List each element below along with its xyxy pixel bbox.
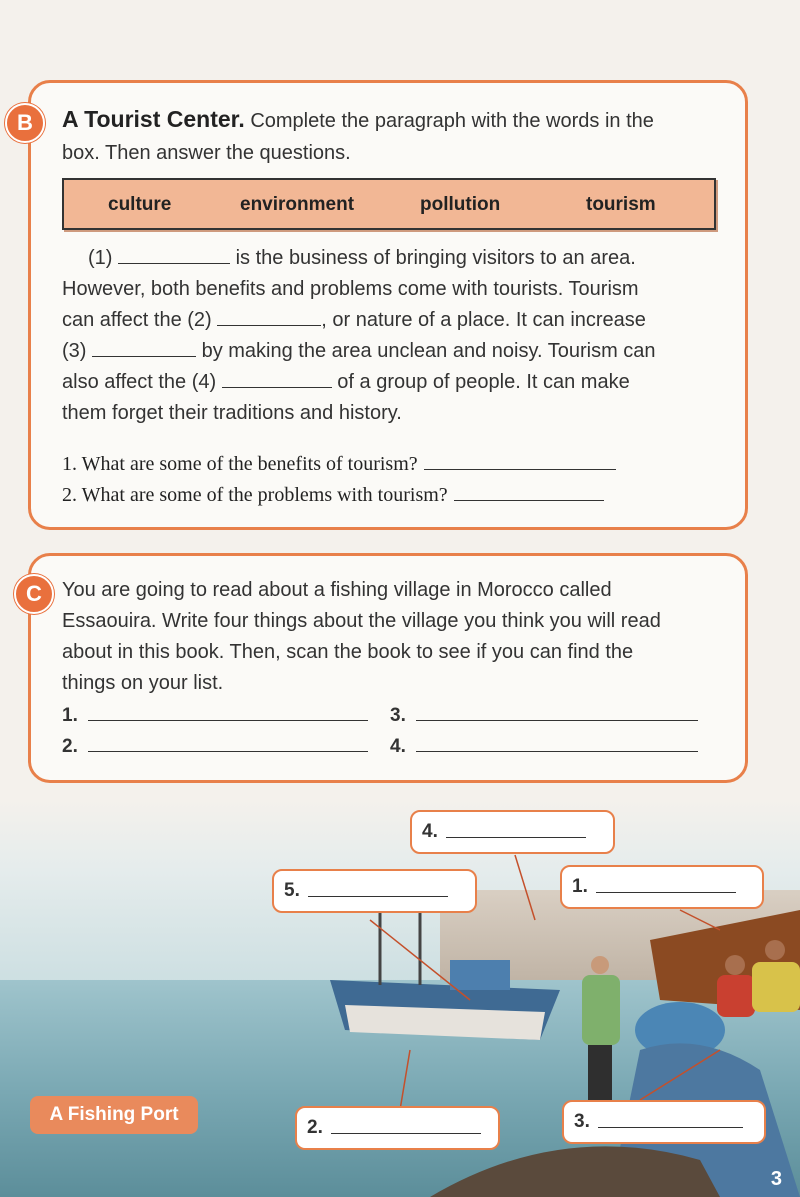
list-item-1 (62, 705, 368, 727)
boat-cabin (450, 960, 510, 990)
list-item-3-line[interactable] (416, 706, 698, 721)
picture-label-2-number: 2. (307, 1117, 323, 1138)
fisherman-3-body (752, 962, 800, 1012)
word-tourism: tourism (586, 194, 656, 215)
blank-3[interactable] (92, 338, 196, 357)
picture-label-4-number: 4. (422, 821, 438, 842)
word-pollution: pollution (420, 194, 501, 215)
tourism-paragraph (62, 243, 734, 429)
paragraph-line-3a: can affect the (2) (62, 309, 212, 331)
word-environment: environment (240, 194, 355, 215)
picture-label-1-number: 1. (572, 876, 588, 897)
list-item-4-number: 4. (390, 736, 406, 757)
list-item-3-number: 3. (390, 705, 406, 726)
list-item-1-number: 1. (62, 705, 78, 726)
section-b-heading (62, 104, 654, 136)
blank-1[interactable] (118, 245, 230, 264)
paragraph-line-3b: , or nature of a place. It can increase (321, 309, 646, 331)
question-1-text: 1. What are some of the benefits of tourism? (62, 453, 418, 475)
list-item-2-line[interactable] (88, 737, 368, 752)
section-c-line-4: things on your list. (62, 672, 224, 694)
question-2-text: 2. What are some of the problems with tourism? (62, 484, 448, 506)
paragraph-line-5a: also affect the (4) (62, 371, 217, 393)
question-2 (62, 484, 604, 507)
section-b-instruction-1: Complete the paragraph with the words in the (250, 110, 654, 132)
section-c-line-2: Essaouira. Write four things about the village you think you will read (62, 610, 661, 632)
picture-label-3-number: 3. (574, 1111, 590, 1132)
picture-label-1-line[interactable] (596, 882, 736, 893)
picture-label-5-number: 5. (284, 880, 300, 901)
fishing-port-caption: A Fishing Port (30, 1096, 198, 1134)
blank-4[interactable] (222, 369, 332, 388)
word-culture: culture (108, 194, 172, 215)
leader-line-1 (680, 910, 720, 930)
question-1-answer-line[interactable] (424, 453, 616, 470)
paragraph-line-2: However, both benefits and problems come with tourists. Tourism (62, 278, 639, 300)
paragraph-line-6: them forget their traditions and history. (62, 402, 402, 424)
list-item-2 (62, 736, 368, 758)
section-b-instruction-2: box. Then answer the questions. (62, 142, 351, 164)
list-item-4 (390, 736, 698, 758)
section-c-badge: C (14, 574, 54, 614)
blank-2[interactable] (217, 307, 321, 326)
section-b-badge: B (5, 103, 45, 143)
question-1 (62, 453, 616, 476)
section-b-title: A Tourist Center. (62, 106, 245, 132)
picture-label-4-line[interactable] (446, 827, 586, 838)
list-item-1-line[interactable] (88, 706, 368, 721)
fisherman-body (582, 975, 620, 1045)
paragraph-line-1b: is the business of bringing visitors to an area. (235, 247, 636, 269)
list-item-4-line[interactable] (416, 737, 698, 752)
picture-label-4 (410, 810, 615, 854)
fisherman-head (591, 956, 609, 974)
question-2-answer-line[interactable] (454, 484, 604, 501)
paragraph-line-4b: by making the area unclean and noisy. Tourism can (201, 340, 656, 362)
leader-line-4 (515, 855, 535, 920)
section-c-line-3: about in this book. Then, scan the book to see if you can find the (62, 641, 634, 663)
picture-label-5-line[interactable] (308, 886, 448, 897)
paragraph-line-1a: (1) (88, 247, 113, 269)
fisherman-2-head (725, 955, 745, 975)
picture-label-2 (295, 1106, 500, 1150)
page-number: 3 (770, 1168, 782, 1190)
fisherman-3-head (765, 940, 785, 960)
picture-label-1 (560, 865, 764, 909)
picture-label-5 (272, 869, 477, 913)
list-item-3 (390, 705, 698, 727)
picture-label-2-line[interactable] (331, 1123, 481, 1134)
paragraph-line-4a: (3) (62, 340, 87, 362)
list-item-2-number: 2. (62, 736, 78, 757)
picture-label-3-line[interactable] (598, 1117, 743, 1128)
leader-line-2 (400, 1050, 410, 1110)
fisherman-legs (588, 1045, 612, 1100)
picture-label-3 (562, 1100, 766, 1144)
fisherman-2-body (717, 975, 755, 1017)
section-c-line-1: You are going to read about a fishing village in Morocco called (62, 579, 612, 601)
paragraph-line-5b: of a group of people. It can make (337, 371, 630, 393)
word-box (62, 178, 716, 230)
